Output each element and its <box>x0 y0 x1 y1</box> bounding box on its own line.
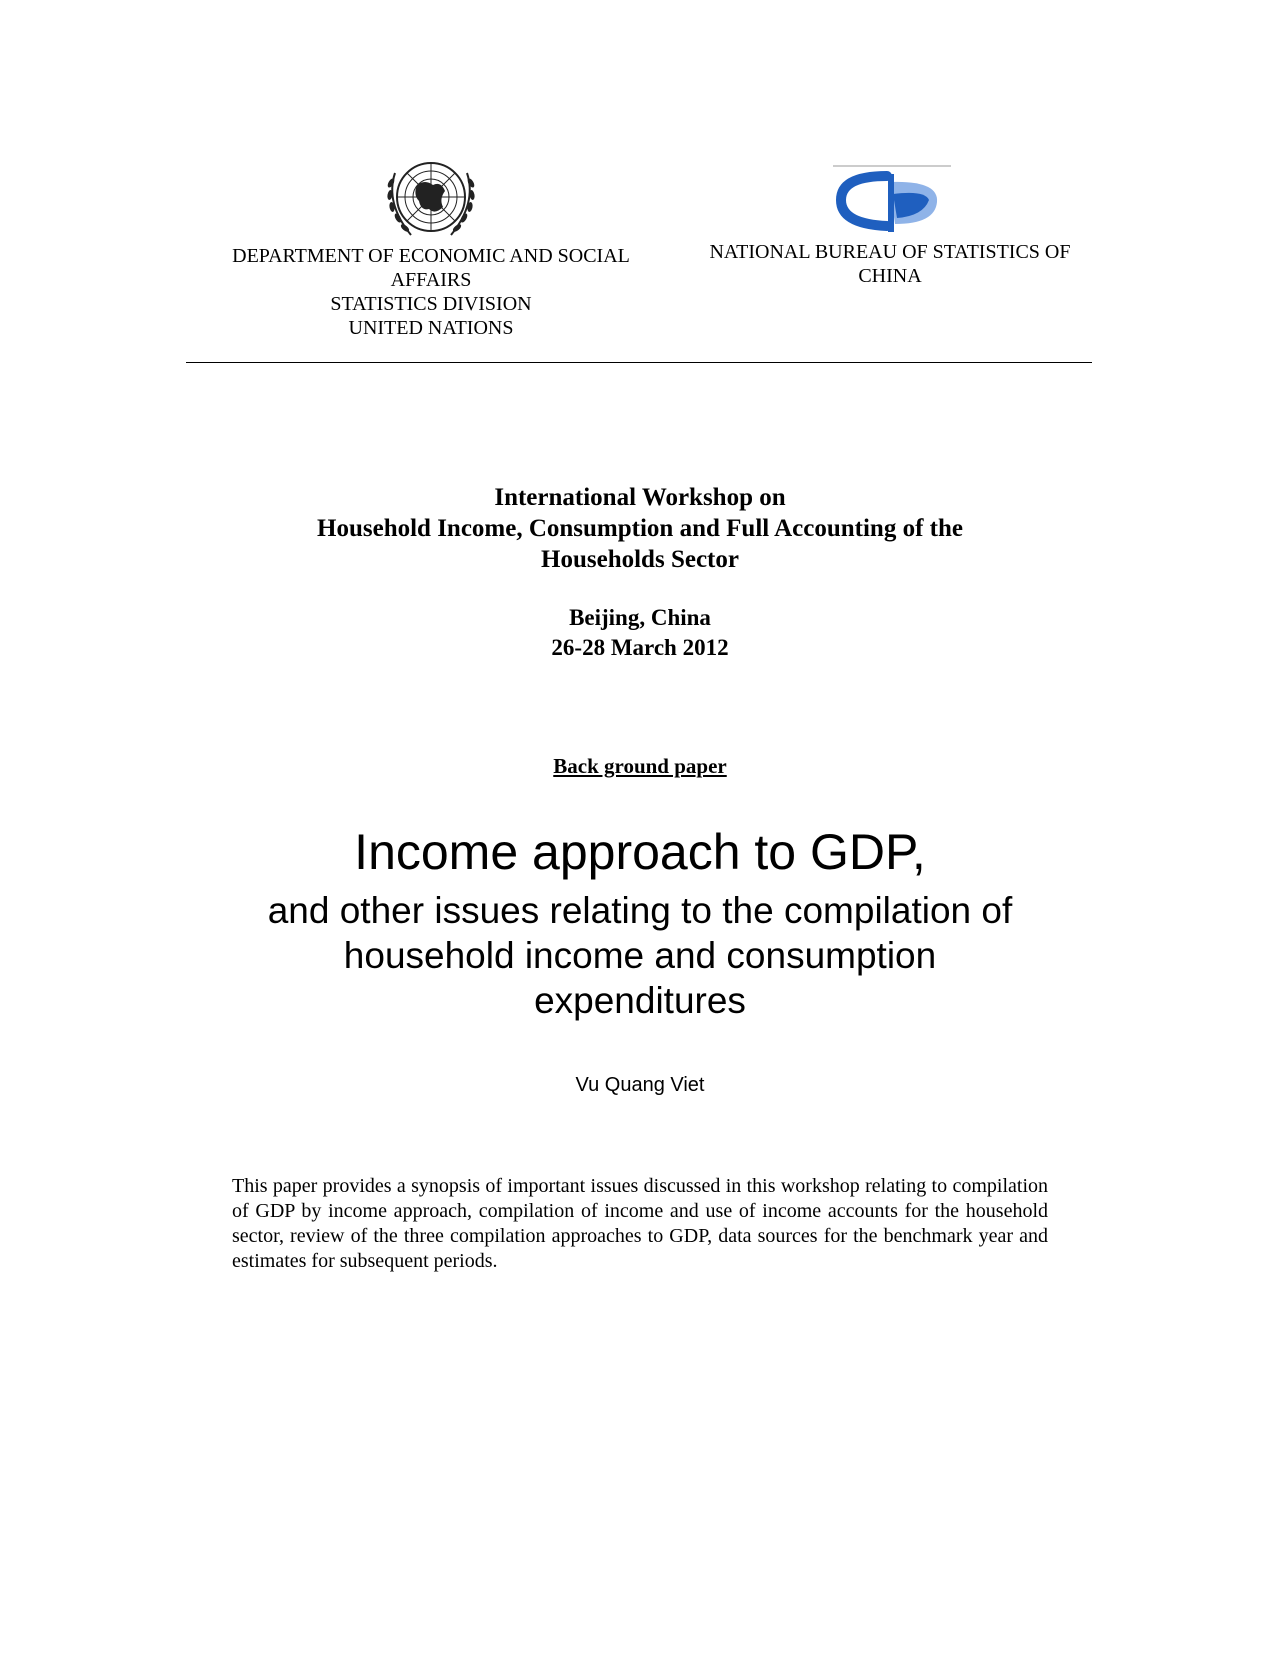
paper-title: Income approach to GDP, <box>354 824 926 880</box>
division-name: STATISTICS DIVISION <box>330 293 532 315</box>
un-emblem-icon <box>196 154 666 244</box>
paper-type-text: Back ground paper <box>553 754 727 778</box>
organization-name: UNITED NATIONS <box>348 317 514 339</box>
org-name-line: NATIONAL BUREAU OF STATISTICS OF <box>709 241 1071 263</box>
author-name: Vu Quang Viet <box>575 1074 705 1096</box>
nbs-china-logo <box>680 154 1100 240</box>
subtitle-line: expenditures <box>534 980 746 1021</box>
header-divider <box>186 362 1092 363</box>
workshop-title-line: Household Income, Consumption and Full Accounting of the <box>317 515 963 542</box>
location-city: Beijing, China <box>569 605 711 630</box>
subtitle-line: household income and consumption <box>343 935 937 976</box>
workshop-location <box>0 603 1280 663</box>
workshop-title <box>0 482 1280 575</box>
workshop-title-line: International Workshop on <box>494 484 786 511</box>
workshop-dates: 26-28 March 2012 <box>551 635 729 660</box>
subtitle-line: and other issues relating to the compilation of <box>267 890 1013 931</box>
nbs-china-header <box>680 154 1100 288</box>
workshop-title-line: Households Sector <box>541 546 739 573</box>
org-name-line: DEPARTMENT OF ECONOMIC AND SOCIAL <box>232 245 630 267</box>
org-name-line: AFFAIRS <box>390 269 472 291</box>
org-name-line: CHINA <box>858 265 922 287</box>
un-statistics-division-header <box>196 154 666 340</box>
paper-subtitle <box>0 888 1280 1023</box>
abstract-paragraph: This paper provides a synopsis of important issues discussed in this workshop relating to compilation of GDP by income approach, compilation of income and use of income accounts for the household sector, review of the three compilation approaches to GDP, data sources for the benchmark year and estimates for subsequent periods. <box>232 1175 1048 1272</box>
paper-type-label <box>0 753 1280 779</box>
